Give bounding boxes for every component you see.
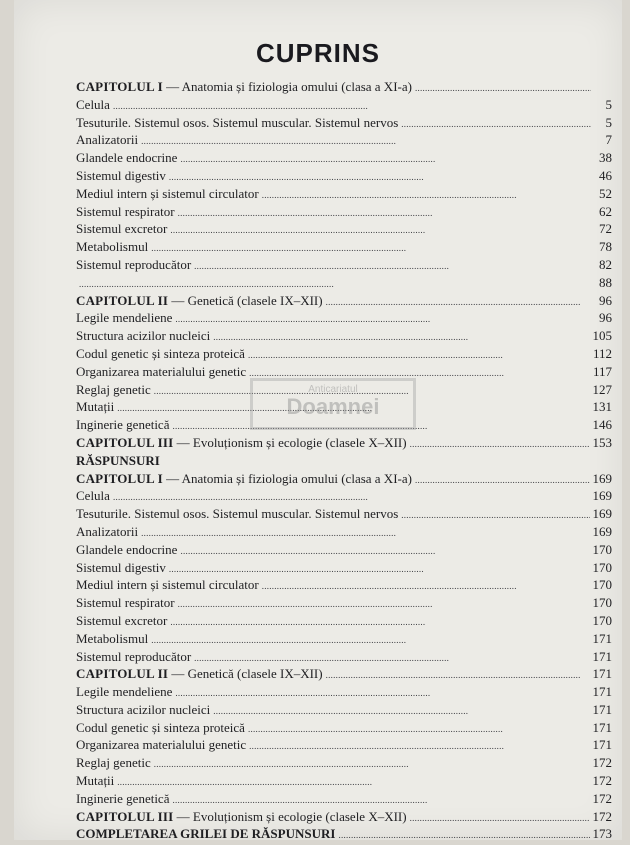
toc-entry-row bbox=[76, 256, 612, 274]
toc-entry-label: Celula bbox=[76, 96, 110, 112]
toc-entry-label: Tesuturile. Sistemul osos. Sistemul muscular. Sistemul nervos bbox=[76, 114, 399, 130]
chapter-title: — Evoluționism și ecologie (clasele X–XII) bbox=[173, 808, 407, 824]
page-number: 172 bbox=[592, 773, 612, 789]
toc-entry-row bbox=[76, 736, 612, 754]
page-number: 5 bbox=[605, 96, 612, 112]
page-number: 46 bbox=[599, 167, 612, 183]
toc-entry-row bbox=[76, 220, 612, 238]
toc-entry-label: COMPLETAREA GRILEI DE RĂSPUNSURI bbox=[76, 826, 336, 842]
toc-entry-label: Organizarea materialului genetic bbox=[76, 737, 247, 753]
toc-entry-label: Sistemul excretor bbox=[76, 221, 168, 237]
toc-entry-label: Structura acizilor nucleici bbox=[76, 701, 211, 717]
page-title: CUPRINS bbox=[255, 38, 380, 68]
toc-chapter-row bbox=[76, 808, 612, 826]
page-number: 172 bbox=[592, 790, 612, 806]
toc-entry-row bbox=[76, 167, 612, 185]
toc-entry-row bbox=[76, 559, 612, 577]
toc-entry-row bbox=[76, 238, 612, 256]
page-number: 171 bbox=[592, 719, 612, 735]
toc-entry-label: Mediul intern și sistemul circulator bbox=[76, 577, 259, 593]
toc-entry-label: Glandele endocrine bbox=[76, 541, 178, 557]
toc-entry-row bbox=[76, 594, 612, 612]
book-page bbox=[14, 0, 622, 840]
page-number: 88 bbox=[599, 274, 612, 290]
toc-entry-label: Sistemul excretor bbox=[76, 612, 168, 628]
page-number: 105 bbox=[592, 328, 612, 344]
toc-chapter-row bbox=[76, 434, 612, 452]
toc-entry-row bbox=[76, 149, 612, 167]
toc-entry-label: Structura acizilor nucleici bbox=[76, 328, 211, 344]
page-number: 5 bbox=[605, 114, 612, 130]
toc-entry-label bbox=[76, 434, 407, 452]
chapter-title: — Anatomia și fiziologia omului (clasa a XI-a) bbox=[162, 79, 412, 94]
page-number: 117 bbox=[592, 363, 612, 379]
toc-entry-row bbox=[76, 274, 612, 292]
toc-entry-label: Sistemul reproducător bbox=[76, 648, 192, 664]
toc-entry-label: Sistemul respirator bbox=[76, 203, 175, 219]
toc-entry-label bbox=[76, 292, 323, 310]
page-number: 170 bbox=[592, 541, 612, 557]
page-number: 171 bbox=[592, 666, 612, 682]
toc-entry-label: Organizarea materialului genetic bbox=[76, 363, 247, 379]
page-number: 146 bbox=[592, 417, 612, 433]
page-number: 171 bbox=[592, 737, 612, 753]
toc-entry-row bbox=[76, 131, 612, 149]
toc-entry-label: Mutații bbox=[76, 773, 115, 789]
chapter-heading: CAPITOLUL II bbox=[76, 292, 169, 308]
toc-entry-label: Metabolismul bbox=[76, 239, 149, 255]
toc-entry-label: Sistemul reproducător bbox=[76, 256, 192, 272]
toc-entry-label: Sistemul digestiv bbox=[76, 167, 166, 183]
chapter-heading: CAPITOLUL I bbox=[76, 79, 163, 94]
toc-entry-row bbox=[76, 327, 612, 345]
dot-leader bbox=[410, 434, 590, 454]
page-number: 72 bbox=[599, 221, 612, 237]
toc-entry-row bbox=[76, 487, 612, 505]
toc-entry-label: Metabolismul bbox=[76, 630, 149, 646]
toc-entry-row bbox=[76, 754, 612, 772]
page-number: 171 bbox=[592, 630, 612, 646]
page-number: 170 bbox=[592, 559, 612, 575]
chapter-title: — Genetică (clasele IX–XII) bbox=[168, 292, 323, 308]
toc-entry-row bbox=[76, 523, 612, 541]
toc-entry-label: Sistemul respirator bbox=[76, 595, 175, 611]
page-number: 96 bbox=[599, 310, 612, 326]
toc-entry-row bbox=[76, 541, 612, 559]
toc-entry-row bbox=[76, 701, 612, 719]
page-number: 7 bbox=[605, 132, 612, 148]
toc-chapter-row bbox=[76, 470, 612, 488]
toc-entry-row bbox=[76, 772, 612, 790]
toc-entry-label: Codul genetic și sinteza proteică bbox=[76, 345, 245, 361]
toc-entry-row bbox=[76, 630, 612, 648]
toc-entry-label: Analizatorii bbox=[76, 132, 139, 148]
toc-chapter-row bbox=[76, 665, 612, 683]
toc-entry-label: Inginerie genetică bbox=[76, 790, 170, 806]
toc-entry-label bbox=[76, 808, 407, 826]
toc-entry-label: Tesuturile. Sistemul osos. Sistemul muscular. Sistemul nervos bbox=[76, 506, 399, 522]
toc-entry-label bbox=[76, 470, 412, 488]
toc-entry-row bbox=[76, 114, 612, 132]
chapter-heading: CAPITOLUL III bbox=[76, 434, 174, 450]
chapter-title: — Genetică (clasele IX–XII) bbox=[168, 666, 323, 682]
page-number: 82 bbox=[599, 256, 612, 272]
toc-entry-row bbox=[76, 576, 612, 594]
toc-entry-label bbox=[76, 78, 412, 96]
toc-entry-row bbox=[76, 719, 612, 737]
toc-entry-row bbox=[76, 825, 612, 843]
page-number: 78 bbox=[599, 239, 612, 255]
page-number: 170 bbox=[592, 577, 612, 593]
toc-entry-label: Codul genetic și sinteza proteică bbox=[76, 719, 245, 735]
toc-entry-label: Legile mendeliene bbox=[76, 684, 173, 700]
page-number: 171 bbox=[592, 701, 612, 717]
page-number: 170 bbox=[592, 595, 612, 611]
toc-entry-label: Mutații bbox=[76, 399, 115, 415]
page-number: 131 bbox=[592, 399, 612, 415]
toc-entry-label bbox=[76, 665, 323, 683]
page-number: 169 bbox=[592, 470, 612, 486]
chapter-heading: CAPITOLUL III bbox=[76, 808, 174, 824]
page-number: 96 bbox=[599, 292, 612, 308]
page-number: 171 bbox=[592, 684, 612, 700]
watermark-top-text: Anticariatul bbox=[308, 384, 358, 395]
toc-entry-row bbox=[76, 345, 612, 363]
toc-entry-label: Reglaj genetic bbox=[76, 381, 151, 397]
page-number: 172 bbox=[592, 808, 612, 824]
toc-section-heading: RĂSPUNSURI bbox=[76, 452, 160, 468]
toc-entry-row bbox=[76, 648, 612, 666]
toc-entry-label: Celula bbox=[76, 488, 110, 504]
toc-entry-label: Reglaj genetic bbox=[76, 755, 151, 771]
toc-entry-label: Inginerie genetică bbox=[76, 417, 170, 433]
chapter-heading: CAPITOLUL I bbox=[76, 470, 163, 486]
page-number: 170 bbox=[592, 612, 612, 628]
toc-entry-label: Analizatorii bbox=[76, 523, 139, 539]
page-number: 173 bbox=[592, 826, 612, 842]
toc-entry-row bbox=[76, 309, 612, 327]
chapter-title: — Anatomia și fiziologia omului (clasa a XI-a) bbox=[162, 470, 412, 486]
page-number: 171 bbox=[592, 648, 612, 664]
toc-entry-row bbox=[76, 790, 612, 808]
page-number: 172 bbox=[592, 755, 612, 771]
toc-chapter-row bbox=[76, 292, 612, 310]
page-number: 169 bbox=[592, 488, 612, 504]
toc-entry-row bbox=[76, 505, 612, 523]
page-number: 127 bbox=[592, 381, 612, 397]
toc-entry-label: Legile mendeliene bbox=[76, 310, 173, 326]
chapter-heading: CAPITOLUL II bbox=[76, 666, 169, 682]
page-number: 112 bbox=[592, 345, 612, 361]
page-number: 62 bbox=[599, 203, 612, 219]
watermark-stamp bbox=[250, 378, 416, 430]
page-number: 169 bbox=[592, 506, 612, 522]
table-of-contents bbox=[76, 78, 612, 843]
watermark-main-text: Doamnei bbox=[286, 394, 380, 419]
toc-entry-row bbox=[76, 203, 612, 221]
toc-entry-row bbox=[76, 683, 612, 701]
toc-chapter-row bbox=[76, 78, 612, 96]
page-number: 52 bbox=[599, 185, 612, 201]
chapter-title: — Evoluționism și ecologie (clasele X–XII) bbox=[173, 434, 407, 450]
page-number: 169 bbox=[592, 523, 612, 539]
page-number: 38 bbox=[599, 150, 612, 166]
toc-entry-label: Glandele endocrine bbox=[76, 150, 178, 166]
toc-entry-label: Sistemul digestiv bbox=[76, 559, 166, 575]
dot-leader bbox=[338, 825, 589, 845]
toc-entry-row bbox=[76, 96, 612, 114]
toc-entry-row bbox=[76, 612, 612, 630]
page-number: 153 bbox=[592, 434, 612, 450]
toc-entry-label: Mediul intern și sistemul circulator bbox=[76, 185, 259, 201]
toc-entry-row bbox=[76, 185, 612, 203]
